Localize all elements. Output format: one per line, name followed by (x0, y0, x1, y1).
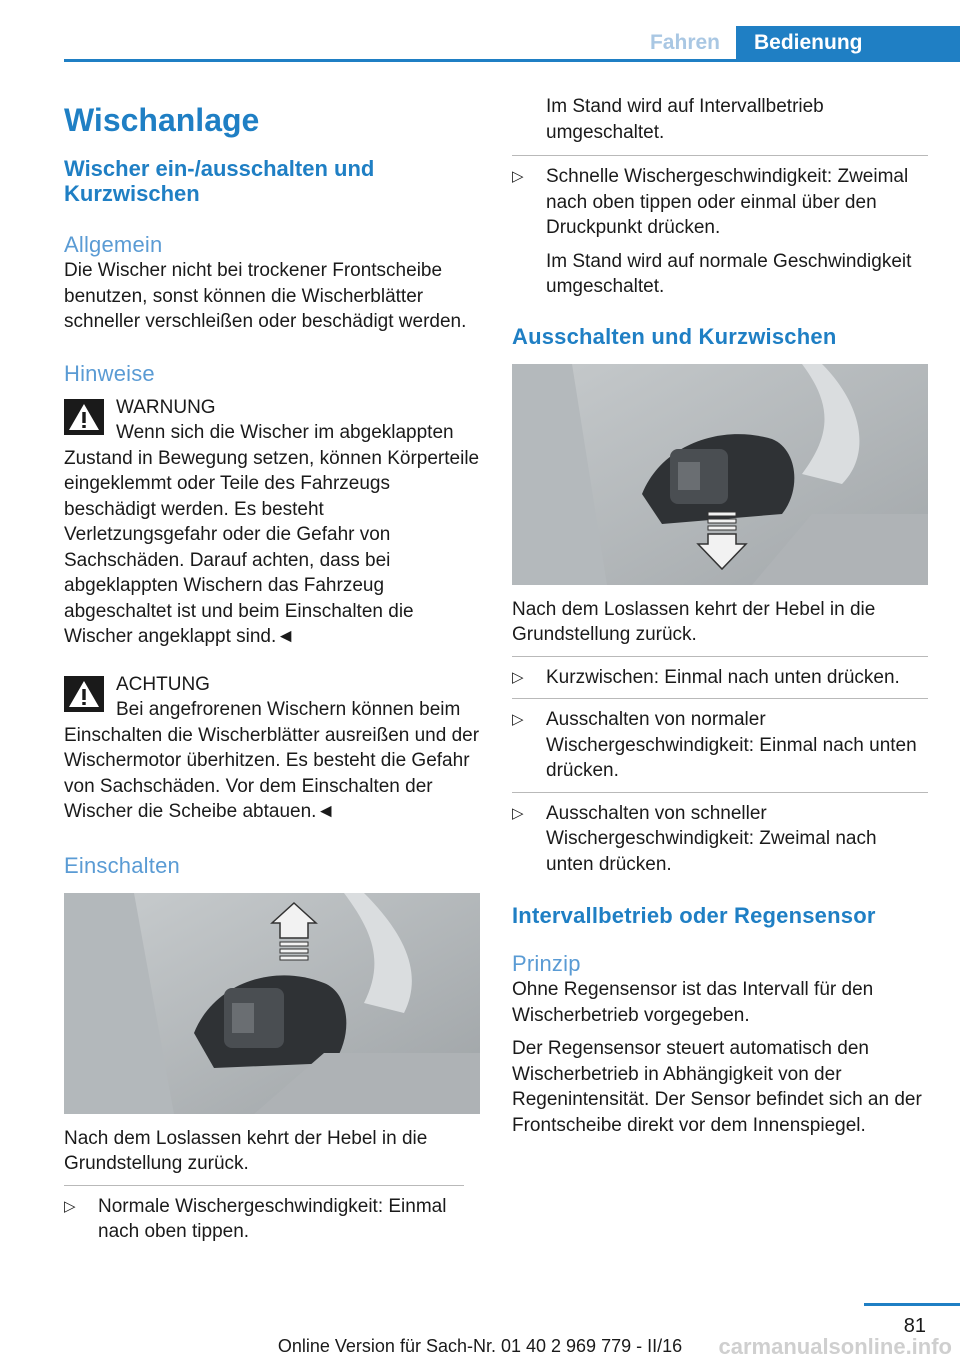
bullet-icon: ▷ (64, 1197, 76, 1215)
einschalten-heading: Einschalten (64, 852, 180, 878)
section-title: Wischer ein-/ausschalten und Kurzwischen (64, 156, 375, 206)
tab-fahren[interactable]: Fahren (649, 31, 720, 54)
list-item (64, 1194, 482, 1245)
divider (512, 698, 928, 699)
caution-icon (64, 676, 104, 712)
bullet-text: Schnelle Wischergeschwindigkeit: Zweimal nach oben tippen oder einmal über den Druckpunkt drücken. (546, 166, 909, 238)
continued-text: Im Stand wird auf Intervallbetrieb umgeschaltet. (546, 96, 824, 143)
right-column (512, 94, 928, 1138)
caution-box (64, 672, 482, 825)
ausschalten-heading: Ausschalten und Kurzwischen (512, 323, 837, 349)
bullet-text: Kurzwischen: Einmal nach unten drücken. (546, 666, 900, 688)
tab-bedienung[interactable]: Bedienung (736, 26, 960, 60)
warning-box (64, 395, 482, 650)
divider (512, 155, 928, 156)
prinzip-text-2: Der Regensensor steuert automatisch den Wischerbetrieb in Abhängigkeit von der Regenintensität. Der Sensor befindet sich an der Frontscheibe direkt vor dem Innenspiegel. (512, 1038, 922, 1136)
warning-label: WARNUNG (116, 396, 216, 418)
bullet-icon: ▷ (512, 711, 524, 728)
lever-down-photo (512, 364, 928, 585)
warning-icon (64, 399, 104, 435)
divider (512, 792, 928, 793)
list-item (512, 665, 928, 691)
list-item (512, 164, 928, 241)
bullet-subtext: Im Stand wird auf normale Geschwindigkeit umgeschaltet. (546, 250, 912, 297)
list-item (512, 707, 928, 784)
watermark: carmanualsonline.info (718, 1334, 952, 1359)
list-item (512, 801, 928, 878)
page-number: 81 (903, 1315, 926, 1337)
prinzip-text-1: Ohne Regensensor ist das Intervall für den Wischerbetrieb vorgegeben. (512, 979, 874, 1026)
einschalten-caption: Nach dem Loslassen kehrt der Hebel in die Grundstellung zurück. (64, 1127, 428, 1174)
allgemein-heading: Allgemein (64, 232, 163, 257)
warning-text: Wenn sich die Wischer im abgeklappten Zustand in Bewegung setzen, können Körperteile eingeklemmt oder Teile des Fahrzeugs beschädigt werden. Es besteht Verletzungsgefahr oder die Gefahr von Sachschäden. Darauf achten, dass bei abgeklappten Wischern das Fahrzeug abgeschaltet ist und beim Einschalten die Wischer angeklappt sind.◄ (64, 422, 480, 647)
prinzip-heading: Prinzip (512, 951, 581, 976)
bullet-icon: ▷ (512, 804, 524, 822)
online-version: Online Version für Sach-Nr. 01 40 2 969 779 - II/16 (277, 1336, 683, 1356)
bullet-icon: ▷ (512, 668, 524, 686)
divider (512, 656, 928, 657)
bullet-text: Ausschalten von normaler Wischergeschwindigkeit: Einmal nach unten drücken. (546, 709, 917, 781)
divider (64, 1185, 464, 1186)
lever-up-photo (64, 893, 480, 1114)
left-column (64, 98, 482, 1245)
bullet-icon: ▷ (512, 168, 524, 185)
allgemein-text: Die Wischer nicht bei trockener Frontscheibe benutzen, sonst können die Wischerblätter schneller verschleißen oder beschädigt werden. (64, 260, 467, 332)
page-title: Wischanlage (64, 102, 260, 138)
caution-text: Bei angefrorenen Wischern können beim Einschalten die Wischerblätter ausreißen und der Wischermotor überhitzen. Es besteht die Gefahr von Sachschäden. Vor dem Einschalten der Wischer die Scheibe abtauen.◄ (64, 699, 480, 822)
bullet-text: Normale Wischergeschwindigkeit: Einmal nach oben tippen. (98, 1195, 447, 1242)
caution-label: ACHTUNG (116, 673, 210, 695)
hinweise-heading: Hinweise (64, 360, 155, 386)
footer-rule (864, 1303, 960, 1306)
ausschalten-caption: Nach dem Loslassen kehrt der Hebel in die Grundstellung zurück. (512, 598, 876, 645)
intervall-heading: Intervallbetrieb oder Regensensor (512, 903, 876, 928)
bullet-text: Ausschalten von schneller Wischergeschwindigkeit: Zweimal nach unten drücken. (546, 802, 877, 875)
